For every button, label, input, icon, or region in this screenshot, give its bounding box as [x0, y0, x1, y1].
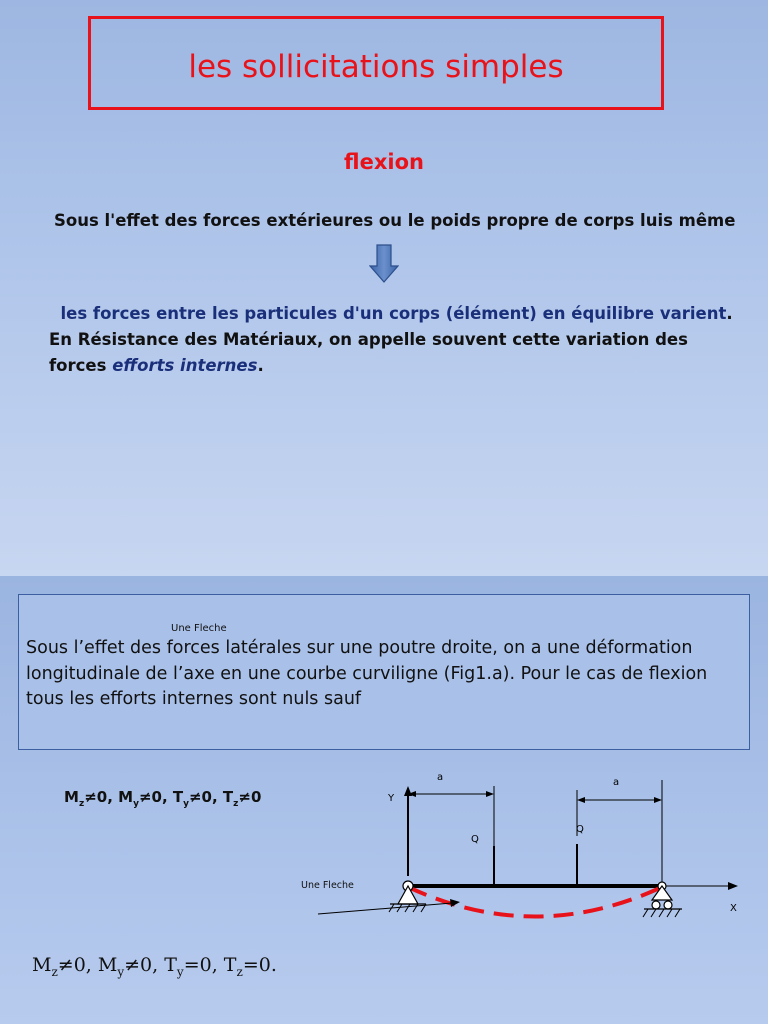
load-q-right-label: Q: [576, 824, 584, 835]
box-paragraph: Sous l’effet des forces latérales sur une poutre droite, on a une déformation longitudinale de l’axe en une courbe curviligne (Fig1.a). Pour le cas de flexion tous les efforts internes sont nuls sauf: [26, 638, 708, 709]
roller-right: [664, 901, 672, 909]
para-end-text: .: [257, 356, 264, 375]
dimension-a-right-label: a: [613, 777, 620, 788]
para-blue-text: les forces entre les particules d'un corps (élément) en équilibre varient: [60, 304, 727, 323]
formula-shear-zero: $M_z\ne 0$, $M_y\ne 0$, $T_y=0$, $T_z=0$.: [32, 954, 277, 979]
para-black-text: . En Résistance des Matériaux, on appelle souvent cette variation des forces: [49, 304, 733, 375]
beam-diagram: [290, 756, 760, 936]
slide-title: les sollicitations simples: [188, 49, 564, 85]
down-arrow-icon: [369, 244, 399, 284]
y-axis-label: Y: [388, 793, 395, 804]
internal-forces-paragraph: [49, 301, 749, 379]
intro-sentence: Sous l'effet des forces extérieures ou le poids propre de corps luis même: [54, 211, 736, 230]
x-axis-label: X: [730, 903, 737, 914]
load-q-left-label: Q: [471, 834, 479, 845]
fleche-pointer-arrowhead: [450, 899, 460, 907]
fleche-pointer-line: [318, 903, 452, 914]
roller-left: [652, 901, 660, 909]
title-box: [88, 16, 664, 110]
dimension-a-left-label: a: [437, 772, 444, 783]
para-emphasis-text: efforts internes: [112, 356, 258, 375]
slide-bottom: [0, 576, 768, 1024]
box-small-label: Une Fleche: [171, 623, 227, 634]
fleche-label: Une Fleche: [301, 880, 354, 891]
deflection-curve: [408, 887, 662, 917]
slide-subtitle: flexion: [344, 150, 424, 174]
x-axis-arrowhead: [728, 882, 738, 890]
formula-nonzero: $M_z\ne 0$, $M_y\ne 0$, $T_y\ne 0$, $T_z\ne 0$: [64, 788, 262, 809]
